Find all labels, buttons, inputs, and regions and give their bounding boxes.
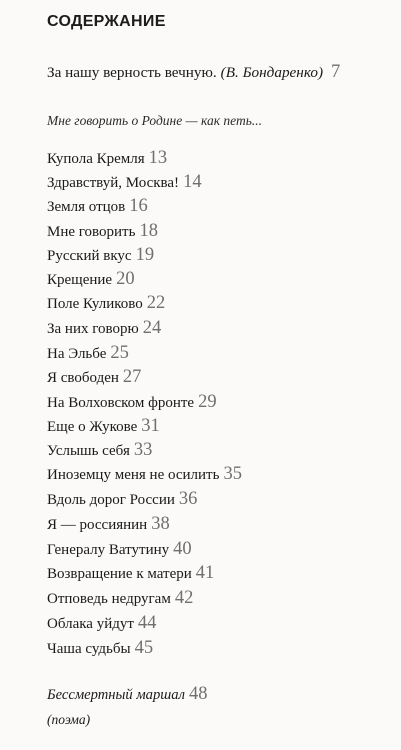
intro-page-number: 7 <box>331 62 341 82</box>
entry-page-number: 27 <box>122 367 142 387</box>
toc-entry <box>47 393 217 412</box>
entry-title: Купола Кремля <box>47 151 145 167</box>
entry-page-number: 14 <box>183 172 202 192</box>
entry-page-number: 33 <box>133 440 153 460</box>
toc-entry <box>47 149 167 168</box>
entry-title: Я свободен <box>47 370 119 386</box>
entry-title: Отповедь недругам <box>47 591 171 607</box>
entry-title: Крещение <box>47 272 113 288</box>
poem-note: (поэма) <box>47 712 91 727</box>
entry-page-number: 16 <box>129 196 148 216</box>
entry-page-number: 36 <box>178 489 198 509</box>
toc-entry <box>47 294 165 313</box>
poem-title: Бессмертный маршал <box>47 687 185 703</box>
toc-entry-intro <box>47 63 340 82</box>
toc-entry <box>47 515 170 534</box>
entry-page-number: 41 <box>195 563 215 583</box>
entry-page-number: 19 <box>135 245 155 265</box>
entry-title: Чаша судьбы <box>47 641 131 657</box>
entry-title: На Волховском фронте <box>47 395 195 411</box>
entry-page-number: 20 <box>116 269 135 289</box>
toc-entry <box>47 246 154 265</box>
toc-entry <box>47 197 148 216</box>
toc-entry <box>47 368 141 387</box>
entry-title: Русский вкус <box>47 248 132 264</box>
entry-page-number: 38 <box>151 514 170 534</box>
entry-title: Еще о Жукове <box>47 419 138 435</box>
entry-title: Земля отцов <box>47 199 126 215</box>
poem-page-number: 48 <box>188 684 208 704</box>
toc-entry <box>47 564 214 583</box>
toc-entry <box>47 222 158 241</box>
entry-title: На Эльбе <box>47 346 107 362</box>
entry-page-number: 22 <box>146 293 166 313</box>
entry-title: Вдоль дорог России <box>47 492 175 508</box>
entry-page-number: 42 <box>174 588 194 608</box>
entry-title: Услышь себя <box>47 443 130 459</box>
entry-page-number: 18 <box>139 221 158 241</box>
toc-entry <box>47 490 197 509</box>
toc-entry-poem <box>47 685 207 704</box>
entry-page-number: 40 <box>173 539 192 559</box>
toc-entry <box>47 417 160 436</box>
entry-page-number: 44 <box>137 613 157 633</box>
entry-title: Я — россиянин <box>47 517 148 533</box>
entry-title: Иноземцу меня не осилить <box>47 467 220 483</box>
toc-entry <box>47 270 135 289</box>
entry-page-number: 25 <box>110 343 129 363</box>
toc-entry <box>47 319 161 338</box>
entry-page-number: 35 <box>223 464 242 484</box>
entry-page-number: 31 <box>141 416 160 436</box>
toc-entry <box>47 173 202 192</box>
entry-title: Поле Куликово <box>47 296 143 312</box>
entry-title: Генералу Ватутину <box>47 542 170 558</box>
entry-page-number: 45 <box>134 638 154 658</box>
entry-page-number: 13 <box>148 148 168 168</box>
toc-entry <box>47 344 129 363</box>
contents-heading: СОДЕРЖАНИЕ <box>47 13 166 30</box>
toc-entry <box>47 540 192 559</box>
section-title: Мне говорить о Родине — как петь... <box>47 113 263 128</box>
toc-entry <box>47 589 193 608</box>
toc-entry <box>47 614 156 633</box>
entry-title: За них говорю <box>47 321 139 337</box>
entry-page-number: 24 <box>142 318 162 338</box>
entry-title: Здравствуй, Москва! <box>47 175 180 191</box>
entry-title: Возвращение к матери <box>47 566 192 582</box>
intro-title: За нашу верность вечную. <box>47 64 217 81</box>
entry-page-number: 29 <box>198 392 217 412</box>
entry-title: Облака уйдут <box>47 616 134 632</box>
intro-author: (В. Бондаренко) <box>220 64 324 81</box>
toc-entry <box>47 465 242 484</box>
entry-title: Мне говорить <box>47 224 136 240</box>
toc-entry <box>47 441 152 460</box>
toc-entry <box>47 639 153 658</box>
